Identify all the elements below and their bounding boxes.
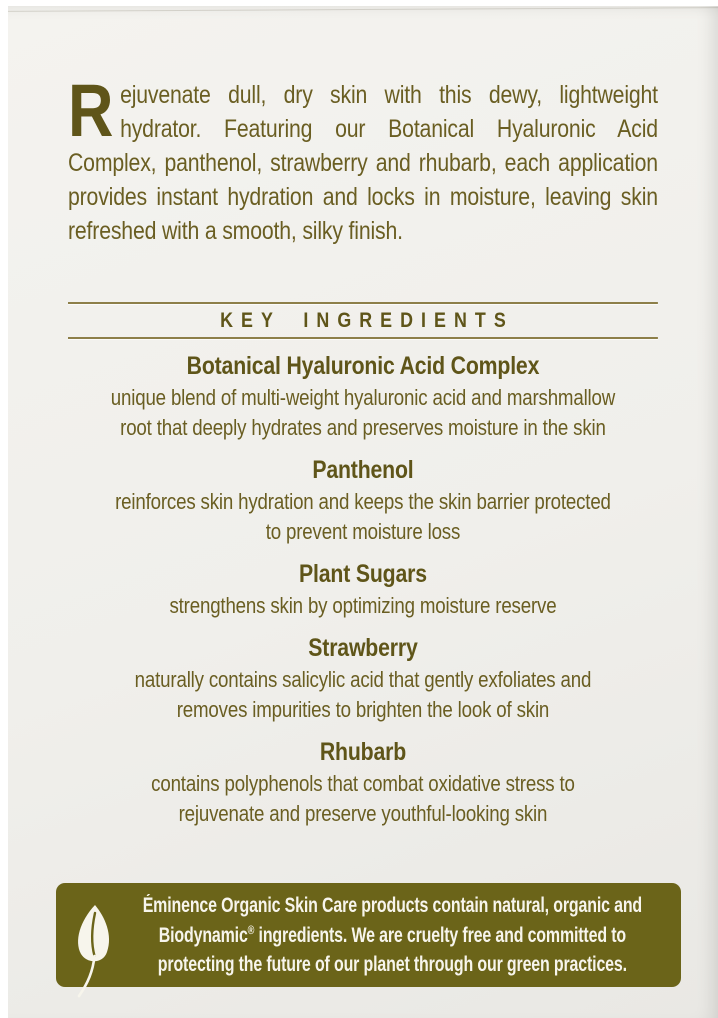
ingredient-description-line: strengthens skin by optimizing moisture reserve — [169, 593, 557, 618]
ingredient-description-line: contains polyphenols that combat oxidative stress to — [151, 771, 575, 796]
ingredient-name: Botanical Hyaluronic Acid Complex — [186, 352, 540, 380]
banner-line — [118, 921, 667, 951]
intro-text: ejuvenate dull, dry skin with this dewy, lightweight hydrator. Featuring our Botanical Hyaluronic Acid Complex, panthenol, strawberry and rhubarb, each application provides instant hydration and locks in moisture, leaving skin refreshed with a smooth, silky finish. — [68, 81, 658, 245]
banner-line: protecting the future of our planet through our green practices. — [157, 953, 627, 976]
ingredient-description-line: naturally contains salicylic acid that gently exfoliates and — [134, 667, 592, 692]
ingredient-description-line: to prevent moisture loss — [265, 519, 461, 544]
ingredient-list — [68, 350, 658, 829]
key-ingredients-section-header — [68, 302, 658, 339]
ingredient-description-line: removes impurities to brighten the look of skin — [176, 697, 550, 722]
ingredient-description-line: reinforces skin hydration and keeps the skin barrier protected — [115, 489, 611, 514]
banner-line-2-rest: ingredients. We are cruelty free and committed to — [254, 923, 626, 947]
intro-paragraph — [68, 69, 658, 248]
ingredient-description-line: unique blend of multi-weight hyaluronic acid and marshmallow — [110, 385, 616, 410]
ingredient-name: Rhubarb — [319, 738, 407, 766]
key-ingredients-heading: KEY INGREDIENTS — [220, 309, 514, 332]
package-panel — [8, 6, 718, 1018]
ingredient-name: Plant Sugars — [299, 560, 427, 588]
divider-line-bottom — [68, 337, 658, 339]
ingredient-item — [68, 736, 658, 829]
biodynamic-word: Biodynamic — [158, 923, 248, 947]
drop-cap: R — [68, 69, 114, 152]
registered-trademark-symbol: ® — [247, 922, 255, 937]
ingredient-item — [68, 350, 658, 443]
ingredient-name: Panthenol — [312, 456, 414, 484]
ingredient-item — [68, 632, 658, 725]
ingredient-description-line: root that deeply hydrates and preserves moisture in the skin — [120, 415, 606, 440]
ingredient-description-line: rejuvenate and preserve youthful-looking skin — [178, 801, 548, 826]
banner-line: Éminence Organic Skin Care products contain natural, organic and — [142, 894, 643, 917]
ingredient-name: Strawberry — [308, 634, 418, 662]
footer-banner — [56, 883, 681, 987]
leaf-icon — [68, 901, 120, 999]
ingredient-item — [68, 558, 658, 621]
ingredient-item — [68, 454, 658, 547]
footer-banner-text — [118, 891, 667, 980]
label-content — [68, 6, 658, 840]
